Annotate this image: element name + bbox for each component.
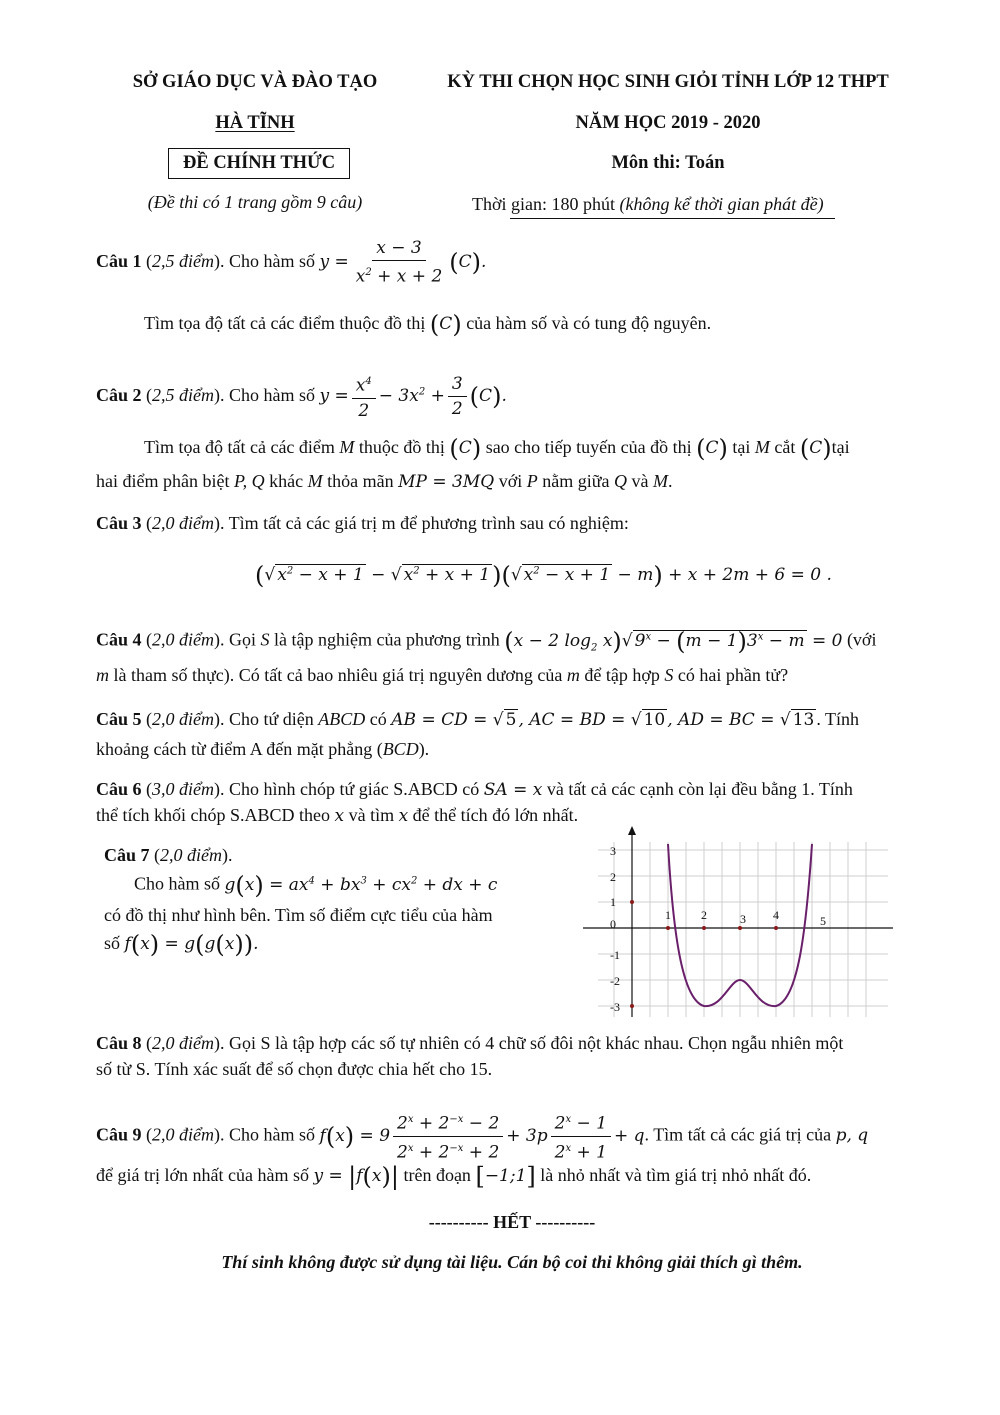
- question-4: Câu 4 (2,0 điểm). Gọi S là tập nghiệm của phương trình (x − 2 $\log_2 x)√$ $9^x - (m - 1)3^x - m = 0$ (với: [96, 627, 877, 656]
- question-7: Câu 7 (2,0 điểm).: [104, 845, 233, 865]
- y-tick-3: 3: [610, 844, 616, 858]
- subject: Môn thi: Toán: [611, 153, 725, 173]
- q6-line2a: thể tích khối chóp S.ABCD theo: [96, 805, 330, 825]
- q2-line2b: khác: [269, 471, 304, 491]
- y-tick-1: 1: [610, 895, 616, 909]
- q6-line2: thể tích khối chóp S.ABCD theo x và tìm x để thể tích đó lớn nhất.: [96, 805, 579, 826]
- q7-line1: Cho hàm số $g(x) = ax^4 + bx^3 + cx^2$ + dx + c: [134, 871, 498, 900]
- q4-line2b: để tập hợp: [584, 665, 660, 685]
- q7-line2-text: có đồ thị như hình bên. Tìm số điểm cực tiểu của hàm: [104, 905, 493, 925]
- q9-line2b: trên đoạn: [403, 1165, 471, 1185]
- department-name: SỞ GIÁO DỤC VÀ ĐÀO TẠO: [132, 72, 378, 92]
- q3-points: 2,0 điểm: [152, 513, 215, 533]
- q6-text1: ). Cho hình chóp tứ giác S.ABCD có: [214, 779, 480, 799]
- q5-text1: ). Cho tứ diện: [214, 709, 314, 729]
- school-year: NĂM HỌC 2019 - 2020: [575, 113, 761, 133]
- y-tick-neg2: -2: [610, 974, 620, 988]
- q5-line2b: ).: [418, 739, 430, 759]
- q2-body-line2: hai điểm phân biệt P, Q khác M thỏa mãn MP = 3MQ với P nằm giữa Q và M.: [96, 471, 673, 492]
- point-y1: [630, 900, 634, 904]
- time-limit-note: (không kể thời gian phát đề): [619, 194, 824, 214]
- q2-body2: thuộc đồ thị: [358, 437, 445, 457]
- q7-line3: số f(x) = g(g(x)).: [104, 930, 259, 959]
- q1-label: Câu 1: [96, 250, 142, 271]
- q5-text2: có: [369, 709, 387, 729]
- point-yneg3: [630, 1004, 634, 1008]
- q2-body3: sao cho tiếp tuyến của đồ thị: [485, 437, 692, 457]
- q6-line2c: để thể tích đó lớn nhất.: [412, 805, 579, 825]
- official-exam-box: ĐỀ CHÍNH THỨC: [168, 148, 350, 179]
- q7-label: Câu 7: [104, 845, 150, 865]
- q8-line1: ). Gọi S là tập hợp các số tự nhiên có 4 chữ số đôi nột khác nhau. Chọn ngẫu nhiên một: [214, 1033, 844, 1053]
- y-axis-arrow: [628, 826, 636, 835]
- q8-line2: [96, 1056, 492, 1082]
- q9-line2c: là nhỏ nhất và tìm giá trị nhỏ nhất đó.: [540, 1165, 812, 1185]
- q2-intro: ). Cho hàm số: [214, 384, 316, 405]
- q2-line2c: thỏa mãn: [327, 471, 394, 491]
- question-8: Câu 8 (2,0 điểm). Gọi S là tập hợp các số tự nhiên có 4 chữ số đôi nột khác nhau. Chọn ngẫu nhiên một: [96, 1033, 844, 1053]
- question-2: Câu 2 (2,5 điểm). Cho hàm số y = $\frac{x^4}{2}$ − $3x^2$ + $\frac{3}{2}$ (C).: [96, 373, 507, 421]
- q2-body-line1: Tìm tọa độ tất cả các điểm M thuộc đồ thị (C) sao cho tiếp tuyến của đồ thị (C) tại M cắt (C)tại: [144, 434, 850, 463]
- q7-line3-text: số: [104, 933, 121, 953]
- graph-grid: [598, 842, 888, 1017]
- y-tick-neg3: -3: [610, 1000, 620, 1014]
- q5-points: 2,0 điểm: [152, 709, 215, 729]
- q7-line2: [104, 902, 493, 928]
- q5-line2a: khoảng cách từ điểm A đến mặt phẳng (: [96, 739, 383, 759]
- q7-function-graph: [578, 822, 898, 1022]
- q7-points: 2,0 điểm: [160, 845, 223, 865]
- x-tick-1: 1: [665, 908, 671, 922]
- question-1: Câu 1 (2,5 điểm). Cho hàm số y = $\frac{x - 3}{x^2 + x + 2}$ (C).: [96, 238, 487, 287]
- question-6: Câu 6 (3,0 điểm). Cho hình chóp tứ giác S.ABCD có SA = x và tất cả các cạnh còn lại đều bằng 1. Tính: [96, 779, 853, 800]
- q9-line2: để giá trị lớn nhất của hàm số y = |f(x)| trên đoạn [−1;1] là nhỏ nhất và tìm giá trị nhỏ nhất đó.: [96, 1162, 812, 1191]
- q8-points: 2,0 điểm: [152, 1033, 215, 1053]
- q9-text2: . Tìm tất cả các giá trị của: [644, 1124, 832, 1145]
- q9-line2a: để giá trị lớn nhất của hàm số: [96, 1165, 309, 1185]
- q3-equation: (√ $x^2 - x + 1$ − √ $x^2 + x + 1)(√$ $x^2 - x + 1 - m) + x + 2m + 6 = 0$ .: [255, 561, 832, 590]
- q7-tail: ).: [222, 845, 233, 865]
- footer-note: Thí sinh không được sử dụng tài liệu. Cán bộ coi thi không giải thích gì thêm.: [221, 1252, 803, 1272]
- point-x1: [666, 926, 670, 930]
- q1-body-text: Tìm tọa độ tất cả các điểm thuộc đồ thị: [144, 313, 426, 333]
- x-tick-2: 2: [701, 908, 707, 922]
- point-x3: [738, 926, 742, 930]
- q8-line2-text: số từ S. Tính xác suất để số chọn được chia hết cho 15.: [96, 1059, 493, 1079]
- q9-label: Câu 9: [96, 1124, 142, 1145]
- q4-line2c: có hai phần tử?: [677, 665, 789, 685]
- q2-body6: tại: [831, 437, 850, 457]
- q1-points: 2,5 điểm: [152, 250, 215, 271]
- q6-label: Câu 6: [96, 779, 142, 799]
- exam-title: KỲ THI CHỌN HỌC SINH GIỎI TỈNH LỚP 12 THPT: [447, 72, 889, 92]
- province-name: HÀ TĨNH: [215, 113, 295, 133]
- q4-text3: (với: [846, 629, 877, 650]
- q4-text1: ). Gọi: [214, 629, 257, 650]
- q2-formula: y = $\frac{x^4}{2}$ − $3x^2$ + $\frac{3}{2}$ (C).: [319, 373, 507, 421]
- q2-line2e: nằm giữa: [542, 471, 610, 491]
- question-5: Câu 5 (2,0 điểm). Cho tứ diện ABCD có AB = CD = √ 5 , AC = BD = √ 10 , AD = BC = √ 13 . Tính: [96, 709, 860, 730]
- q9-points: 2,0 điểm: [152, 1124, 215, 1145]
- page-count-note: (Đề thi có 1 trang gồm 9 câu): [147, 192, 363, 212]
- q1-body-end: của hàm số và có tung độ nguyên.: [466, 313, 712, 333]
- q9-intro: ). Cho hàm số: [214, 1124, 316, 1145]
- x-tick-3: 3: [740, 912, 746, 926]
- point-x4: [774, 926, 778, 930]
- header-underline: [510, 218, 835, 219]
- point-x2: [702, 926, 706, 930]
- q4-text2: là tập nghiệm của phương trình: [274, 629, 500, 650]
- y-tick-labels: [610, 844, 620, 1014]
- time-limit-text: Thời gian: 180 phút: [472, 194, 620, 214]
- q5-text3: . Tính: [816, 709, 860, 729]
- q2-body4: tại: [732, 437, 751, 457]
- q4-points: 2,0 điểm: [152, 629, 215, 650]
- q6-points: 3,0 điểm: [152, 779, 215, 799]
- y-tick-0: 0: [610, 917, 616, 931]
- x-tick-4: 4: [773, 908, 779, 922]
- y-tick-neg1: -1: [610, 948, 620, 962]
- q2-body1: Tìm tọa độ tất cả các điểm: [144, 437, 335, 457]
- y-tick-2: 2: [610, 870, 616, 884]
- q8-label: Câu 8: [96, 1033, 142, 1053]
- q2-points: 2,5 điểm: [152, 384, 215, 405]
- q4-line2a: là tham số thực). Có tất cả bao nhiêu giá trị nguyên dương của: [113, 665, 563, 685]
- q7-line1-text: Cho hàm số: [134, 873, 221, 894]
- question-3: Câu 3 (2,0 điểm). Tìm tất cả các giá trị m để phương trình sau có nghiệm:: [96, 513, 629, 533]
- q2-body5: cắt: [774, 437, 796, 457]
- time-limit: [472, 194, 824, 215]
- q6-text2: và tất cả các cạnh còn lại đều bằng 1. Tính: [546, 779, 853, 799]
- q5-line2: khoảng cách từ điểm A đến mặt phẳng (BCD).: [96, 739, 430, 759]
- q1-body: Tìm tọa độ tất cả các điểm thuộc đồ thị (C) của hàm số và có tung độ nguyên.: [144, 310, 712, 339]
- x-tick-labels: [665, 908, 826, 928]
- q4-label: Câu 4: [96, 629, 142, 650]
- question-9: Câu 9 (2,0 điểm). Cho hàm số f(x) = 9 $\frac{2^x + 2^{-x} - 2}{2^x + 2^{-x} + 2}$ + 3p $\frac{2^x - 1}{2^x + 1}$ + q. Tìm tất cả các giá trị của p, q: [96, 1110, 868, 1162]
- end-marker: ---------- HẾT ----------: [428, 1212, 596, 1232]
- q4-line2: m là tham số thực). Có tất cả bao nhiêu giá trị nguyên dương của m để tập hợp S có hai phần tử?: [96, 665, 789, 685]
- x-tick-5: 5: [820, 914, 826, 928]
- q2-line2a: hai điểm phân biệt: [96, 471, 230, 491]
- q2-line2d: với: [498, 471, 523, 491]
- q3-label: Câu 3: [96, 513, 142, 533]
- q5-label: Câu 5: [96, 709, 142, 729]
- q1-formula: y = $\frac{x - 3}{x^2 + x + 2}$ (C).: [319, 238, 487, 287]
- q6-line2b: và tìm: [348, 805, 395, 825]
- q2-label: Câu 2: [96, 384, 142, 405]
- q3-text: ). Tìm tất cả các giá trị m để phương trình sau có nghiệm:: [214, 513, 629, 533]
- q2-line2f: và: [631, 471, 649, 491]
- q1-intro: ). Cho hàm số: [214, 250, 316, 271]
